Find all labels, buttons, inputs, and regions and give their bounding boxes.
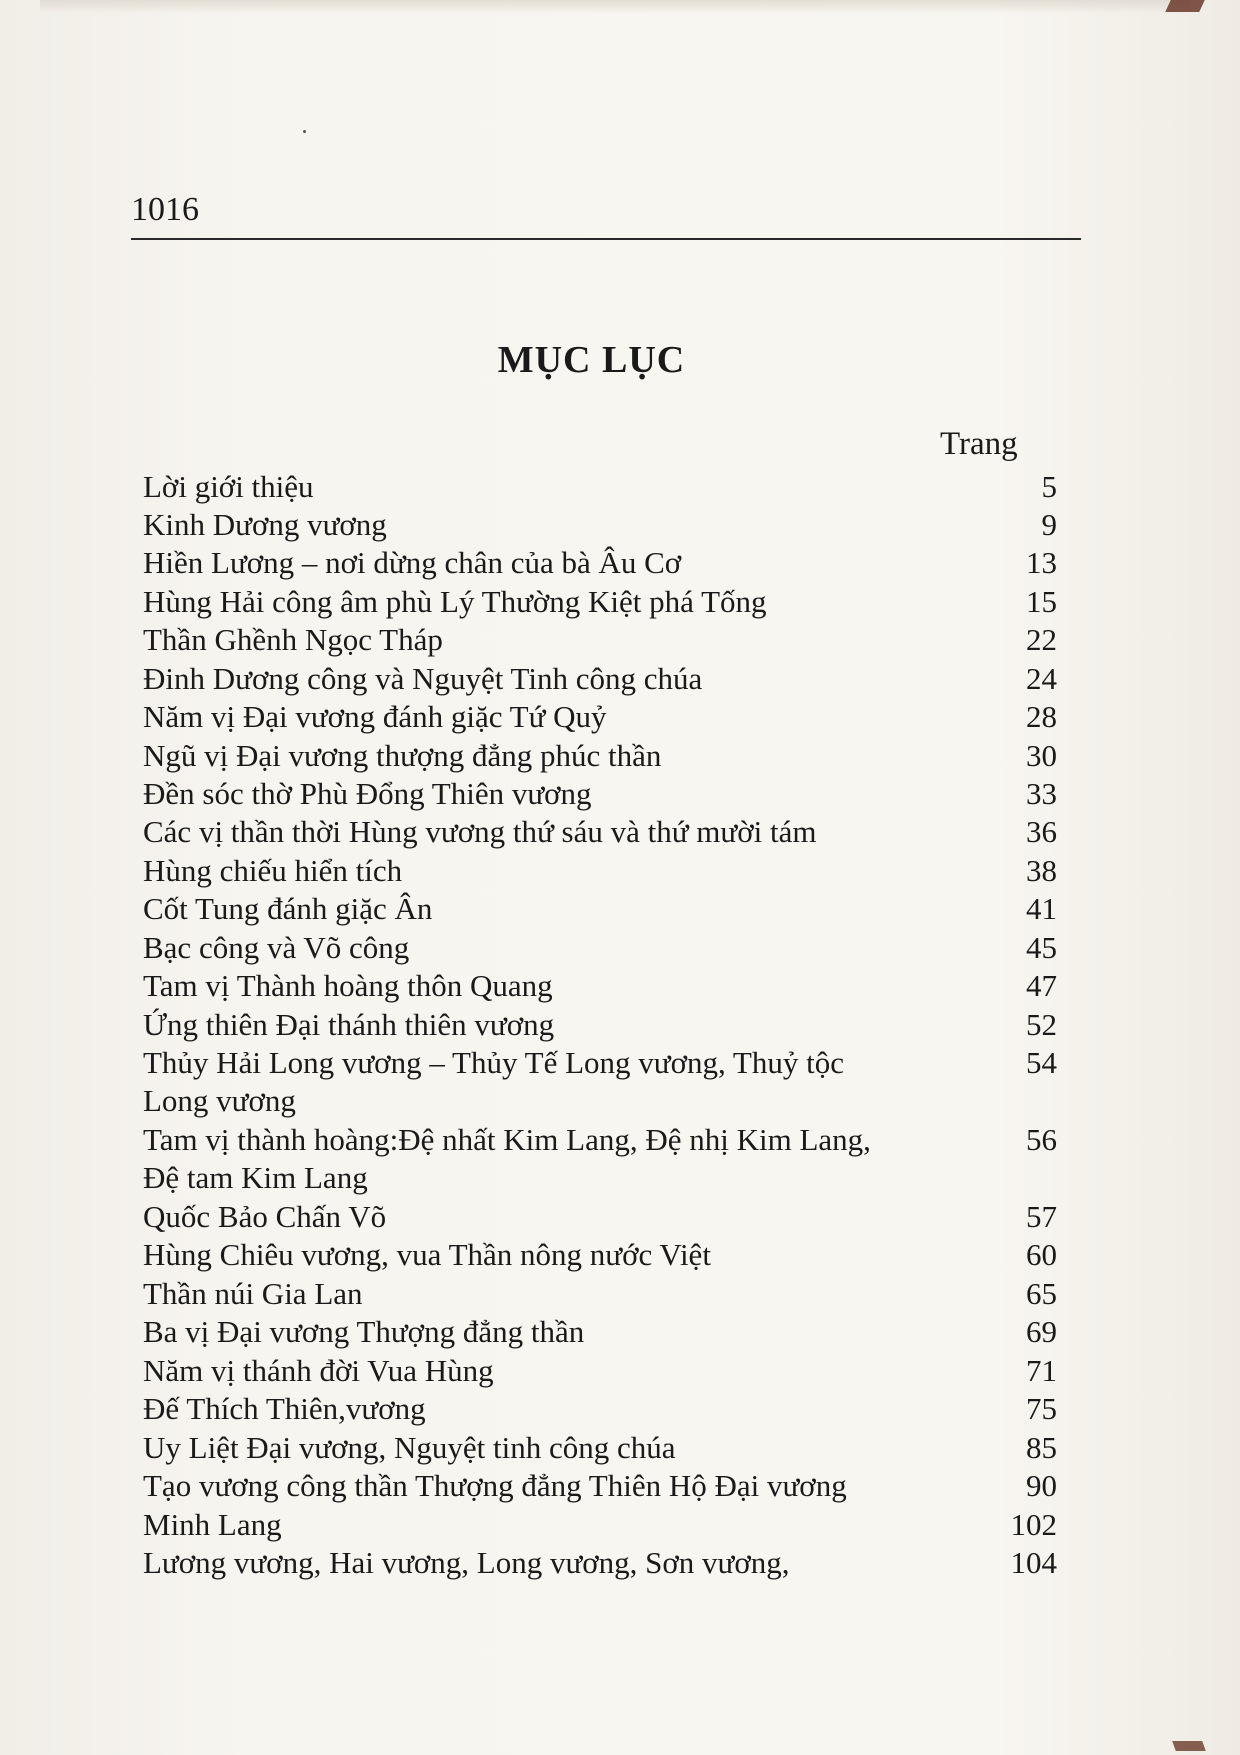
toc-entry-page: 54 [1026, 1045, 1057, 1080]
toc-entry-title: Thần núi Gia Lan [143, 1276, 363, 1311]
toc-entry-title: Quốc Bảo Chấn Võ [143, 1199, 387, 1234]
toc-entry-page: 57 [1026, 1199, 1057, 1234]
toc-entry-page: 5 [1041, 469, 1057, 504]
toc-entry-title: Các vị thần thời Hùng vương thứ sáu và thứ mười tám [143, 814, 817, 849]
toc-entry-page: 15 [1026, 584, 1057, 619]
toc-entry-title: Tam vị Thành hoàng thôn Quang [143, 968, 553, 1003]
toc-entry-page: 85 [1026, 1430, 1057, 1465]
toc-entry-page: 104 [1010, 1545, 1057, 1580]
page-top-edge [40, 0, 1190, 14]
binding-mark-bottom [1172, 1741, 1206, 1751]
page-number: 1016 [131, 191, 199, 228]
toc-entry-page: 60 [1026, 1237, 1057, 1272]
toc-entry-title: Ngũ vị Đại vương thượng đẳng phúc thần [143, 738, 662, 773]
toc-entry-page: 75 [1026, 1391, 1057, 1426]
toc-entry-page: 65 [1026, 1276, 1057, 1311]
toc-entry-title: Bạc công và Võ công [143, 930, 410, 965]
toc-entry-title: Hiền Lương – nơi dừng chân của bà Âu Cơ [143, 545, 682, 580]
toc-entry-title: Ba vị Đại vương Thượng đẳng thần [143, 1314, 585, 1349]
header-rule [131, 238, 1081, 240]
toc-entry-title: Năm vị thánh đời Vua Hùng [143, 1353, 494, 1388]
ink-speck [303, 130, 306, 133]
toc-entry-title: Hùng chiếu hiển tích [143, 853, 403, 888]
toc-entry-page: 24 [1026, 661, 1057, 696]
toc-entry-page: 41 [1026, 891, 1057, 926]
toc-entry-page: 28 [1026, 699, 1057, 734]
toc-entry-title: Đinh Dương công và Nguyệt Tinh công chúa [143, 661, 703, 696]
toc-entry-page: 9 [1041, 507, 1057, 542]
toc-entry-title: Kinh Dương vương [143, 507, 387, 542]
toc-entry-title: Đế Thích Thiên,vương [143, 1391, 426, 1426]
toc-entry-page: 13 [1026, 545, 1057, 580]
toc-entry-page: 56 [1026, 1122, 1057, 1157]
toc-entry-title: Thủy Hải Long vương – Thủy Tế Long vương, Thuỷ tộc Long vương [143, 1045, 844, 1118]
toc-entry-title: Ứng thiên Đại thánh thiên vương [143, 1007, 555, 1042]
toc-entry-page: 90 [1026, 1468, 1057, 1503]
toc-entry-title: Tam vị thành hoàng:Đệ nhất Kim Lang, Đệ nhị Kim Lang, Đệ tam Kim Lang [143, 1122, 871, 1195]
toc-entry-title: Tạo vương công thần Thượng đẳng Thiên Hộ Đại vương [143, 1468, 847, 1503]
toc-entry-page: 38 [1026, 853, 1057, 888]
toc-entry-title: Minh Lang [143, 1507, 282, 1542]
toc-entry-title: Đền sóc thờ Phù Đổng Thiên vương [143, 776, 592, 811]
toc-entry-title: Lương vương, Hai vương, Long vương, Sơn vương, [143, 1545, 790, 1580]
page-title: MỤC LỤC [497, 339, 686, 381]
toc-entry-title: Lời giới thiệu [143, 469, 314, 504]
toc-entry-title: Năm vị Đại vương đánh giặc Tứ Quỷ [143, 699, 607, 734]
toc-entry-title: Hùng Hải công âm phù Lý Thường Kiệt phá Tống [143, 584, 767, 619]
toc-entry-title: Uy Liệt Đại vương, Nguyệt tinh công chúa [143, 1430, 676, 1465]
toc-entry-page: 22 [1026, 622, 1057, 657]
page-column-header: Trang [940, 426, 1018, 462]
toc-entry-page: 69 [1026, 1314, 1057, 1349]
toc-entry-page: 30 [1026, 738, 1057, 773]
toc-entry-title: Hùng Chiêu vương, vua Thần nông nước Việt [143, 1237, 711, 1272]
toc-entry-page: 71 [1026, 1353, 1057, 1388]
toc-entry-page: 52 [1026, 1007, 1057, 1042]
toc-entry-title: Thần Ghềnh Ngọc Tháp [143, 622, 443, 657]
toc-entry-page: 33 [1026, 776, 1057, 811]
toc-entry-page: 47 [1026, 968, 1057, 1003]
binding-mark-top [1165, 0, 1205, 12]
toc-entry-page: 45 [1026, 930, 1057, 965]
toc-entry-page: 102 [1010, 1507, 1057, 1542]
toc-entry-title: Cốt Tung đánh giặc Ân [143, 891, 433, 926]
toc-entry-page: 36 [1026, 814, 1057, 849]
